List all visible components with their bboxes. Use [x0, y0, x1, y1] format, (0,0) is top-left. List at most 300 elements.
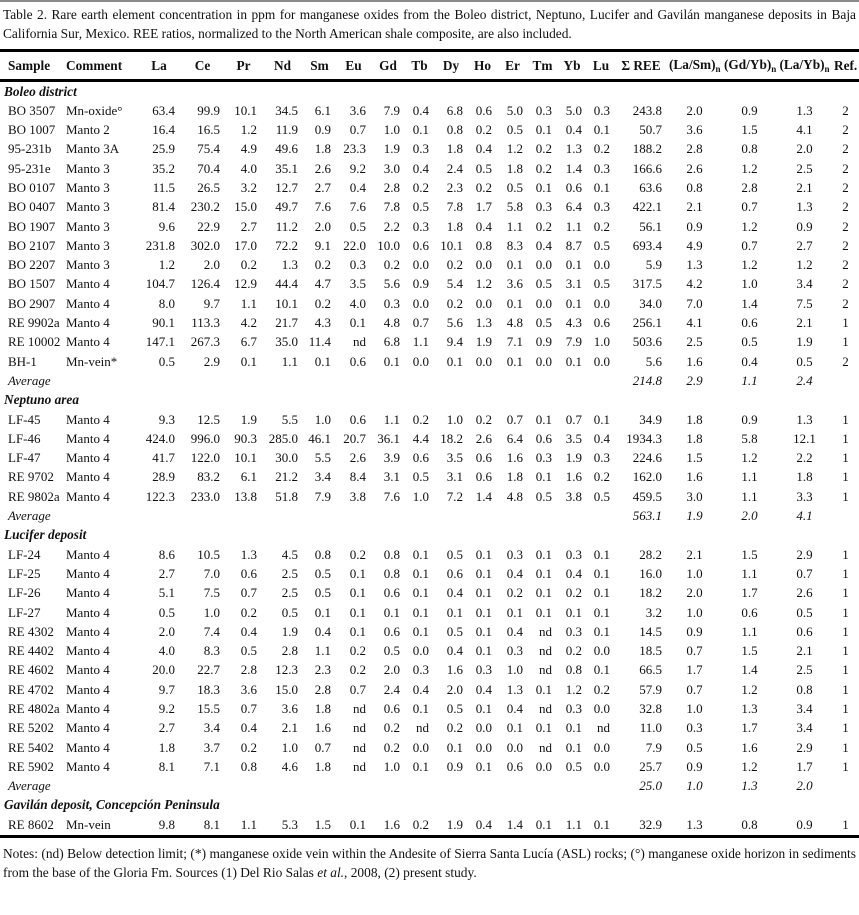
column-header-ref: Ref. — [832, 51, 859, 81]
value-cell: 3.4 — [796, 276, 813, 292]
value-cell: 3.7 — [203, 739, 220, 755]
value-cell: 256.1 — [632, 315, 662, 331]
value-cell: nd — [353, 701, 366, 716]
value-cell: 0.3 — [535, 102, 552, 118]
value-cell: 22.7 — [197, 662, 220, 678]
value-cell: 0.5 — [314, 565, 331, 581]
value-cell: 2.0 — [686, 102, 703, 118]
table-row — [0, 757, 859, 776]
value-cell: 0.2 — [349, 643, 366, 659]
table-row — [0, 256, 859, 275]
average-value: 2.4 — [796, 372, 813, 388]
value-cell: nd — [597, 720, 610, 736]
value-cell: 0.6 — [593, 315, 610, 331]
column-header-sample: Sample — [0, 51, 64, 81]
table-caption: Table 2. Rare earth element concentration in ppm for manganese oxides from the Boleo district, Neptuno, Lucifer and Gavilán manganese deposits in Baja California Sur, Mexico. REE ratios, normalized to the North American shale composite, are also included. — [3, 7, 856, 41]
comment-cell: Manto 3 — [66, 179, 110, 195]
value-cell: 4.6 — [281, 758, 298, 774]
value-cell: 0.2 — [475, 122, 492, 138]
value-cell: 32.9 — [639, 816, 662, 832]
value-cell: 3.4 — [796, 701, 813, 716]
value-cell: 1.0 — [686, 701, 703, 716]
value-cell: 0.2 — [446, 257, 463, 273]
value-cell: 0.2 — [475, 179, 492, 195]
section-title: Lucifer deposit — [4, 527, 87, 543]
column-header-ho: Ho — [468, 51, 497, 81]
value-cell: 1.7 — [741, 585, 758, 601]
value-cell: 6.8 — [446, 102, 463, 118]
value-cell: 12.9 — [234, 276, 257, 292]
value-cell: 5.0 — [506, 102, 523, 118]
empty-cell — [587, 371, 615, 390]
value-cell: 0.5 — [412, 469, 429, 485]
value-cell: 0.1 — [535, 122, 552, 138]
empty-cell — [262, 507, 303, 526]
sample-cell: BO 0107 — [8, 179, 56, 195]
comment-cell: Manto 4 — [66, 450, 110, 466]
value-cell: 0.0 — [475, 295, 492, 311]
empty-cell — [64, 777, 138, 796]
empty-cell — [405, 507, 434, 526]
value-cell: 0.7 — [412, 315, 429, 331]
value-cell: 1 — [842, 565, 849, 581]
comment-cell: Manto 2 — [66, 122, 110, 138]
value-cell: 1.1 — [506, 218, 523, 234]
value-cell: 0.1 — [412, 758, 429, 774]
value-cell: 0.1 — [475, 758, 492, 774]
value-cell: 2 — [842, 257, 849, 273]
value-cell: 4.8 — [383, 315, 400, 331]
empty-cell — [336, 371, 371, 390]
value-cell: 122.0 — [190, 450, 220, 466]
value-cell: 32.8 — [639, 701, 662, 716]
value-cell: 0.1 — [593, 816, 610, 832]
average-row — [0, 777, 859, 796]
value-cell: 1.8 — [314, 141, 331, 157]
value-cell: 56.1 — [639, 218, 662, 234]
value-cell: 7.9 — [645, 739, 662, 755]
value-cell: 0.3 — [565, 623, 582, 639]
value-cell: 0.4 — [741, 353, 758, 369]
table-row — [0, 410, 859, 429]
value-cell: 1.2 — [741, 681, 758, 697]
comment-cell: Manto 4 — [66, 565, 110, 581]
value-cell: 0.4 — [565, 122, 582, 138]
value-cell: 2 — [842, 237, 849, 253]
value-cell: 0.4 — [475, 141, 492, 157]
table-row — [0, 217, 859, 236]
value-cell: 0.1 — [475, 604, 492, 620]
value-cell: 4.2 — [240, 315, 257, 331]
value-cell: 0.7 — [796, 565, 813, 581]
value-cell: 0.1 — [535, 469, 552, 485]
value-cell: 2.0 — [383, 662, 400, 678]
value-cell: 12.7 — [275, 179, 298, 195]
value-cell: 0.1 — [412, 604, 429, 620]
value-cell: 7.5 — [796, 295, 813, 311]
value-cell: 0.1 — [535, 585, 552, 601]
value-cell: 0.0 — [593, 353, 610, 369]
empty-cell — [557, 371, 587, 390]
column-header-gdyb: $(Gd/Yb)_n$ — [722, 51, 777, 81]
value-cell: 1.9 — [475, 334, 492, 350]
sample-cell: RE 9702 — [8, 469, 54, 485]
value-cell: 0.5 — [475, 160, 492, 176]
value-cell: 5.5 — [281, 411, 298, 427]
value-cell: 2.6 — [686, 160, 703, 176]
value-cell: 0.1 — [412, 122, 429, 138]
value-cell: 0.0 — [412, 739, 429, 755]
value-cell: 0.2 — [535, 218, 552, 234]
value-cell: 6.1 — [314, 102, 331, 118]
value-cell: 3.6 — [686, 122, 703, 138]
value-cell: 8.6 — [158, 546, 175, 562]
value-cell: 1.2 — [741, 257, 758, 273]
value-cell: 15.0 — [275, 681, 298, 697]
value-cell: 0.1 — [506, 257, 523, 273]
value-cell: 3.6 — [240, 681, 257, 697]
comment-cell: Manto 4 — [66, 295, 110, 311]
value-cell: 1.8 — [686, 430, 703, 446]
value-cell: 0.1 — [535, 179, 552, 195]
comment-cell: Manto 4 — [66, 411, 110, 427]
value-cell: 2 — [842, 160, 849, 176]
table-row — [0, 719, 859, 738]
sample-cell: RE 4602 — [8, 662, 54, 678]
value-cell: 5.1 — [158, 585, 175, 601]
value-cell: 5.8 — [741, 430, 758, 446]
value-cell: 0.7 — [565, 411, 582, 427]
value-cell: 9.2 — [349, 160, 366, 176]
empty-cell — [497, 777, 528, 796]
value-cell: 16.4 — [152, 122, 175, 138]
value-cell: 1.4 — [475, 488, 492, 504]
value-cell: 0.0 — [535, 257, 552, 273]
value-cell: 28.2 — [639, 546, 662, 562]
header-row — [0, 51, 859, 81]
value-cell: 1.3 — [686, 257, 703, 273]
sample-cell: RE 10002 — [8, 334, 61, 350]
comment-cell: Manto 4 — [66, 546, 110, 562]
value-cell: 1.2 — [240, 122, 257, 138]
value-cell: 1.8 — [506, 469, 523, 485]
value-cell: 0.2 — [383, 739, 400, 755]
value-cell: 5.5 — [314, 450, 331, 466]
value-cell: 5.4 — [446, 276, 463, 292]
value-cell: 1.6 — [686, 353, 703, 369]
value-cell: 0.2 — [349, 662, 366, 678]
value-cell: 7.9 — [565, 334, 582, 350]
value-cell: nd — [353, 758, 366, 774]
value-cell: 2.4 — [383, 681, 400, 697]
value-cell: 13.8 — [234, 488, 257, 504]
value-cell: 10.0 — [377, 237, 400, 253]
value-cell: nd — [539, 643, 552, 659]
value-cell: nd — [353, 334, 366, 350]
sample-cell: BO 3507 — [8, 102, 56, 118]
table-header — [0, 51, 859, 81]
value-cell: 0.5 — [535, 276, 552, 292]
value-cell: 122.3 — [145, 488, 175, 504]
value-cell: 243.8 — [632, 102, 662, 118]
value-cell: 3.9 — [383, 450, 400, 466]
empty-cell — [557, 777, 587, 796]
value-cell: 0.5 — [446, 701, 463, 716]
value-cell: 0.6 — [412, 450, 429, 466]
value-cell: 81.4 — [152, 199, 175, 215]
sample-cell: BO 1007 — [8, 122, 56, 138]
value-cell: 0.1 — [593, 565, 610, 581]
value-cell: 0.5 — [506, 179, 523, 195]
value-cell: 0.4 — [475, 218, 492, 234]
value-cell: 90.3 — [234, 430, 257, 446]
comment-cell: Manto 4 — [66, 662, 110, 678]
table-row — [0, 661, 859, 680]
value-cell: 0.4 — [593, 430, 610, 446]
empty-cell — [138, 777, 180, 796]
value-cell: 34.5 — [275, 102, 298, 118]
value-cell: 4.8 — [506, 488, 523, 504]
average-value: 1.3 — [741, 778, 758, 794]
value-cell: 2.1 — [686, 546, 703, 562]
table-row — [0, 700, 859, 719]
value-cell: 0.9 — [314, 122, 331, 138]
ree-table — [0, 49, 859, 838]
value-cell: 0.1 — [506, 604, 523, 620]
value-cell: 0.2 — [383, 720, 400, 736]
value-cell: 0.1 — [446, 353, 463, 369]
value-cell: 2.0 — [796, 141, 813, 157]
value-cell: 459.5 — [632, 488, 662, 504]
value-cell: 8.1 — [158, 758, 175, 774]
value-cell: 0.5 — [240, 643, 257, 659]
value-cell: 20.0 — [152, 662, 175, 678]
sample-cell: BO 1907 — [8, 218, 56, 234]
empty-cell — [371, 507, 405, 526]
value-cell: 0.2 — [535, 160, 552, 176]
value-cell: 3.4 — [796, 720, 813, 736]
value-cell: 0.3 — [412, 141, 429, 157]
value-cell: 36.1 — [377, 430, 400, 446]
table-row — [0, 101, 859, 120]
value-cell: 0.0 — [593, 758, 610, 774]
value-cell: 0.6 — [796, 623, 813, 639]
value-cell: 1.3 — [565, 141, 582, 157]
value-cell: 0.4 — [475, 681, 492, 697]
value-cell: 0.5 — [686, 739, 703, 755]
value-cell: 3.6 — [506, 276, 523, 292]
value-cell: 0.6 — [475, 450, 492, 466]
empty-cell — [336, 777, 371, 796]
value-cell: 1.0 — [412, 488, 429, 504]
table-row — [0, 603, 859, 622]
value-cell: nd — [539, 701, 552, 716]
table-row — [0, 159, 859, 178]
value-cell: 2 — [842, 276, 849, 292]
value-cell: 2.3 — [446, 179, 463, 195]
value-cell: 0.7 — [506, 411, 523, 427]
value-cell: 0.1 — [565, 353, 582, 369]
value-cell: 1.9 — [796, 334, 813, 350]
value-cell: 7.6 — [349, 199, 366, 215]
sample-cell: LF-24 — [8, 546, 41, 562]
value-cell: 0.1 — [412, 585, 429, 601]
value-cell: 2.7 — [158, 565, 175, 581]
value-cell: 233.0 — [190, 488, 220, 504]
value-cell: 302.0 — [190, 237, 220, 253]
value-cell: 424.0 — [145, 430, 175, 446]
sample-cell: BO 1507 — [8, 276, 56, 292]
value-cell: 20.7 — [343, 430, 366, 446]
column-header-layb: $(La/Yb)_n$ — [777, 51, 832, 81]
empty-cell — [497, 371, 528, 390]
value-cell: 0.5 — [158, 604, 175, 620]
comment-cell: Manto 3A — [66, 141, 120, 157]
value-cell: 1.5 — [314, 816, 331, 832]
section-header — [0, 391, 859, 410]
value-cell: 5.9 — [645, 257, 662, 273]
value-cell: 1.1 — [741, 623, 758, 639]
value-cell: 0.7 — [349, 681, 366, 697]
column-header-dy: Dy — [434, 51, 468, 81]
value-cell: 1 — [842, 488, 849, 504]
value-cell: 0.2 — [506, 585, 523, 601]
value-cell: 0.1 — [593, 585, 610, 601]
value-cell: 1.1 — [240, 295, 257, 311]
value-cell: 0.1 — [535, 720, 552, 736]
value-cell: 1 — [842, 604, 849, 620]
table-row — [0, 352, 859, 371]
comment-cell: Mn-vein — [66, 816, 111, 832]
value-cell: 1.1 — [314, 643, 331, 659]
value-cell: 1.9 — [383, 141, 400, 157]
sample-cell: RE 4302 — [8, 623, 54, 639]
average-value: 25.0 — [639, 778, 662, 794]
value-cell: 11.9 — [275, 122, 298, 138]
value-cell: 0.1 — [593, 604, 610, 620]
value-cell: 147.1 — [145, 334, 175, 350]
value-cell: 4.1 — [686, 315, 703, 331]
average-value: 214.8 — [632, 372, 662, 388]
value-cell: 1 — [842, 469, 849, 485]
value-cell: 3.6 — [349, 102, 366, 118]
section-title: Boleo district — [4, 83, 77, 99]
value-cell: 2.0 — [686, 585, 703, 601]
value-cell: 0.5 — [593, 237, 610, 253]
value-cell: 7.2 — [446, 488, 463, 504]
column-header-yb: Yb — [557, 51, 587, 81]
value-cell: 2.1 — [796, 643, 813, 659]
value-cell: 0.3 — [383, 295, 400, 311]
value-cell: 4.2 — [686, 276, 703, 292]
value-cell: 3.4 — [203, 720, 220, 736]
value-cell: 0.7 — [240, 585, 257, 601]
value-cell: 1.0 — [741, 276, 758, 292]
value-cell: 11.0 — [639, 720, 662, 736]
value-cell: 1.4 — [741, 295, 758, 311]
comment-cell: Manto 4 — [66, 758, 110, 774]
section-header — [0, 81, 859, 102]
value-cell: 1 — [842, 758, 849, 774]
value-cell: 126.4 — [190, 276, 220, 292]
value-cell: 0.2 — [240, 604, 257, 620]
empty-cell — [138, 371, 180, 390]
value-cell: 2 — [842, 199, 849, 215]
section-title: Gavilán deposit, Concepción Peninsula — [4, 797, 220, 813]
value-cell: 2 — [842, 141, 849, 157]
value-cell: 1.2 — [158, 257, 175, 273]
value-cell: 18.3 — [197, 681, 220, 697]
average-label: Average — [8, 372, 51, 388]
value-cell: 0.1 — [535, 604, 552, 620]
value-cell: 0.4 — [506, 623, 523, 639]
column-header-comment: Comment — [64, 51, 138, 81]
value-cell: 1.3 — [796, 411, 813, 427]
value-cell: 11.2 — [275, 218, 298, 234]
value-cell: 0.4 — [535, 237, 552, 253]
sample-cell: LF-27 — [8, 604, 41, 620]
value-cell: 0.5 — [593, 276, 610, 292]
value-cell: 0.5 — [796, 604, 813, 620]
value-cell: 3.5 — [446, 450, 463, 466]
value-cell: 7.6 — [314, 199, 331, 215]
value-cell: 34.9 — [639, 411, 662, 427]
empty-cell — [497, 507, 528, 526]
value-cell: 503.6 — [632, 334, 662, 350]
value-cell: 1.7 — [475, 199, 492, 215]
value-cell: 0.6 — [412, 237, 429, 253]
value-cell: nd — [416, 720, 429, 736]
value-cell: 7.8 — [446, 199, 463, 215]
value-cell: 2.2 — [796, 450, 813, 466]
value-cell: 12.1 — [793, 430, 816, 446]
value-cell: 1 — [842, 450, 849, 466]
comment-cell: Mn-oxide° — [66, 102, 123, 118]
value-cell: 1.4 — [565, 160, 582, 176]
value-cell: 0.1 — [535, 681, 552, 697]
value-cell: 0.4 — [446, 585, 463, 601]
value-cell: 12.3 — [275, 662, 298, 678]
value-cell: nd — [539, 739, 552, 755]
value-cell: 2.6 — [314, 160, 331, 176]
table-body — [0, 81, 859, 837]
value-cell: 6.1 — [240, 469, 257, 485]
value-cell: 0.1 — [314, 353, 331, 369]
table-row — [0, 449, 859, 468]
value-cell: 1.5 — [686, 450, 703, 466]
value-cell: 0.5 — [796, 353, 813, 369]
value-cell: 3.0 — [383, 160, 400, 176]
value-cell: 0.2 — [349, 546, 366, 562]
value-cell: 0.3 — [412, 218, 429, 234]
value-cell: 2 — [842, 218, 849, 234]
column-header-nd: Nd — [262, 51, 303, 81]
value-cell: 1.8 — [796, 469, 813, 485]
empty-cell — [468, 777, 497, 796]
value-cell: 0.9 — [741, 102, 758, 118]
value-cell: 285.0 — [268, 430, 298, 446]
value-cell: 1.7 — [796, 758, 813, 774]
value-cell: 0.5 — [506, 122, 523, 138]
column-header-lasm: $(La/Sm)_n$ — [667, 51, 722, 81]
value-cell: 0.1 — [506, 720, 523, 736]
table-row — [0, 333, 859, 352]
value-cell: 25.7 — [639, 758, 662, 774]
value-cell: 0.1 — [412, 546, 429, 562]
value-cell: 0.1 — [593, 546, 610, 562]
column-header-ce: Ce — [180, 51, 225, 81]
value-cell: 1.1 — [281, 353, 298, 369]
